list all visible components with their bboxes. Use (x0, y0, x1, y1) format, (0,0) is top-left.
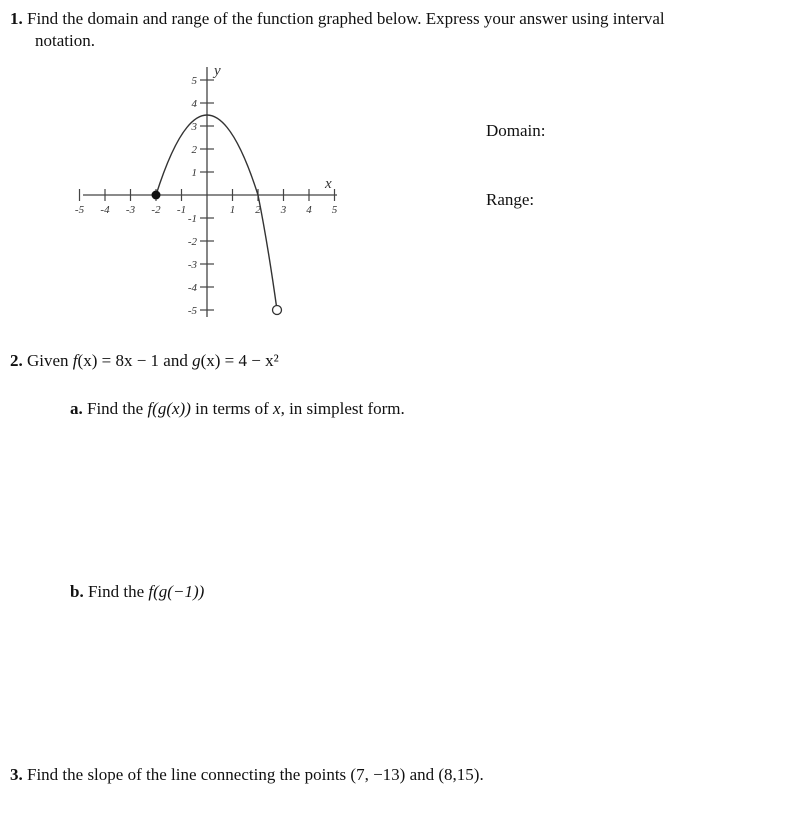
part-b-expression: f(g(−1)) (148, 582, 205, 601)
question-3-period: . (479, 765, 484, 784)
question-1-line-2: notation. (35, 31, 95, 50)
f-definition: = 8x − 1 (97, 351, 160, 370)
g-definition: = 4 − x² (220, 351, 279, 370)
x-tick-label-4: 4 (306, 204, 312, 216)
question-3-points: (7, −13) and (8,15) (350, 765, 480, 784)
y-axis-label: y (214, 63, 221, 79)
x-tick-label--2: -2 (151, 204, 161, 216)
y-tick-label-1: 1 (191, 167, 197, 179)
y-tick-label-2: 2 (191, 144, 197, 156)
f-arg: (x) (77, 351, 98, 370)
question-2b (70, 581, 204, 603)
and-word: and (163, 351, 188, 370)
question-1-number: 1. (10, 9, 23, 28)
x-axis-label: x (325, 176, 332, 192)
part-a-text-post: , in simplest form. (280, 399, 405, 418)
x-tick-label--4: -4 (100, 204, 110, 216)
part-b-letter: b. (70, 582, 84, 601)
y-tick-label--2: -2 (187, 236, 197, 248)
x-tick-label--1: -1 (176, 204, 187, 216)
x-tick-label--5: -5 (75, 204, 85, 216)
y-tick-label-3: 3 (191, 121, 197, 133)
question-2-number: 2. (10, 351, 23, 370)
question-2-given (10, 350, 279, 372)
y-tick-label--1: -1 (187, 213, 197, 225)
closed-endpoint (152, 191, 161, 200)
f-name: f (72, 351, 78, 370)
given-word: Given (27, 351, 69, 370)
part-a-text-pre: Find the (87, 399, 144, 418)
function-graph (75, 55, 355, 325)
y-tick-label--5: -5 (187, 305, 197, 317)
question-1-line-1 (10, 8, 665, 30)
part-a-text-mid: in terms of (195, 399, 269, 418)
part-a-variable: x (273, 399, 281, 418)
y-tick-label-5: 5 (191, 75, 197, 87)
question-2a (70, 398, 405, 420)
y-tick-label-4: 4 (191, 98, 197, 110)
open-endpoint (273, 306, 282, 315)
question-1-text: Find the domain and range of the function graphed below. Express your answer using interval (27, 9, 665, 28)
range-label: Range: (486, 190, 535, 209)
y-tick-label--4: -4 (187, 282, 197, 294)
part-a-expression: f(g(x)) (147, 399, 191, 418)
part-b-text-pre: Find the (87, 582, 145, 601)
x-tick-label-3: 3 (280, 204, 287, 216)
x-tick-label-5: 5 (331, 204, 338, 216)
g-arg: (x) (200, 351, 221, 370)
part-a-letter: a. (70, 399, 83, 418)
question-3-number: 3. (10, 765, 23, 784)
g-name: g (192, 351, 201, 370)
x-tick-label-1: 1 (229, 204, 236, 216)
y-tick-label--3: -3 (187, 259, 197, 271)
domain-label: Domain: (486, 121, 546, 140)
question-3 (10, 764, 484, 786)
question-3-text: Find the slope of the line connecting the points (27, 765, 347, 784)
x-tick-label--3: -3 (125, 204, 136, 216)
x-tick-label-2: 2 (255, 204, 261, 216)
